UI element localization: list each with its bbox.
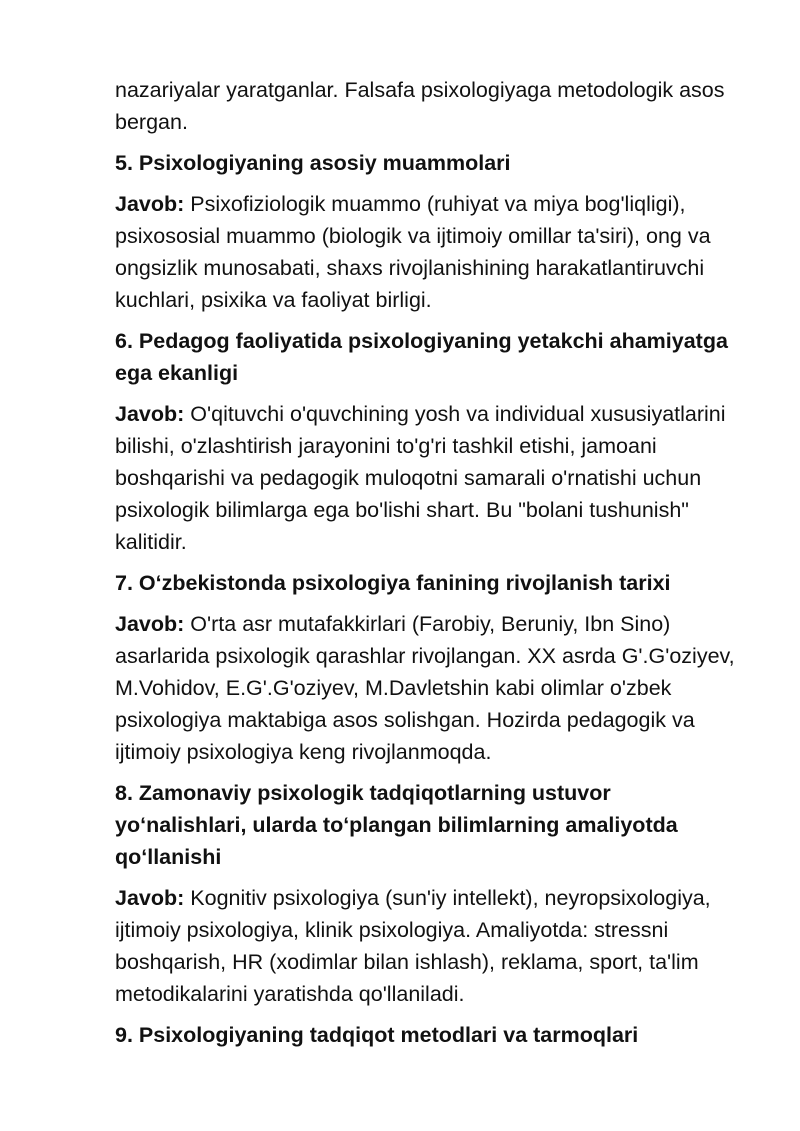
answer-paragraph xyxy=(115,608,745,768)
answer-paragraph xyxy=(115,398,745,558)
section-heading: 7. O‘zbekistonda psixologiya fanining rivojlanish tarixi xyxy=(115,571,671,595)
section-8 xyxy=(115,777,745,1010)
document-page xyxy=(115,74,745,1060)
section-7 xyxy=(115,567,745,768)
answer-text: Psixofiziologik muammo (ruhiyat va miya bog'liqligi), psixososial muammo (biologik va ijtimoiy omillar ta'siri), ong va ongsizlik munosabati, shaxs rivojlanishining harakatlantiruvchi kuchlari, psixika va faoliyat birligi. xyxy=(115,192,711,312)
answer-text: Kognitiv psixologiya (sun'iy intellekt), neyropsixologiya, ijtimoiy psixologiya, klinik psixologiya. Amaliyotda: stressni boshqarish, HR (xodimlar bilan ishlash), reklama, sport, ta'lim metodikalarini yaratishda qo'llaniladi. xyxy=(115,886,711,1006)
section-5 xyxy=(115,147,745,316)
section-heading: 6. Pedagog faoliyatida psixologiyaning yetakchi ahamiyatga ega ekanligi xyxy=(115,329,728,385)
section-heading: 9. Psixologiyaning tadqiqot metodlari va tarmoqlari xyxy=(115,1023,639,1047)
section-heading: 8. Zamonaviy psixologik tadqiqotlarning ustuvor yo‘nalishlari, ularda to‘plangan bilimlarning amaliyotda qo‘llanishi xyxy=(115,781,678,869)
answer-paragraph xyxy=(115,882,745,1010)
section-heading: 5. Psixologiyaning asosiy muammolari xyxy=(115,151,511,175)
section-6 xyxy=(115,325,745,558)
answer-paragraph xyxy=(115,188,745,316)
answer-label: Javob: xyxy=(115,402,185,426)
answer-label: Javob: xyxy=(115,886,185,910)
answer-label: Javob: xyxy=(115,612,185,636)
answer-text: O'qituvchi o'quvchining yosh va individual xususiyatlarini bilishi, o'zlashtirish jarayonini to'g'ri tashkil etishi, jamoani boshqarishi va pedagogik muloqotni samarali o'rnatishi uchun psixologik bilimlarga ega bo'lishi shart. Bu "bolani tushunish" kalitidir. xyxy=(115,402,726,554)
intro-paragraph: nazariyalar yaratganlar. Falsafa psixologiyaga metodologik asos bergan. xyxy=(115,78,725,134)
answer-text: O'rta asr mutafakkirlari (Farobiy, Beruniy, Ibn Sino) asarlarida psixologik qarashlar rivojlangan. XX asrda G'.G'oziyev, M.Vohidov, E.G'.G'oziyev, M.Davletshin kabi olimlar o'zbek psixologiya maktabiga asos solishgan. Hozirda pedagogik va ijtimoiy psixologiya keng rivojlanmoqda. xyxy=(115,612,735,764)
answer-label: Javob: xyxy=(115,192,185,216)
section-9 xyxy=(115,1019,745,1051)
